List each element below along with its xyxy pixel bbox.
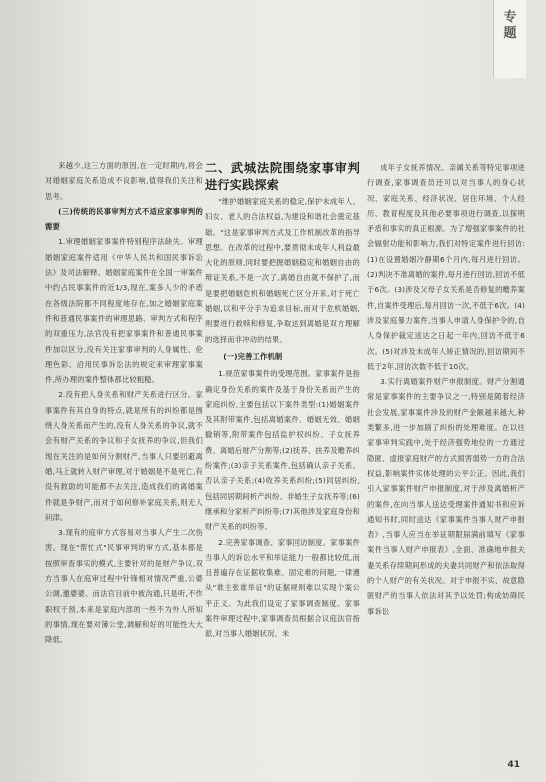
paragraph: 成年子女抚养情况、亲属关系等特定事项进行调查,家事调查员还可以对当事人的身心状况、家庭关系、经济状况、居住环境、个人经历、教育程度及其他必要事项进行调查,以探明矛盾和事实的真正根源。为了增强家事案件的社会辐射功能和影响力,我们对特定案件进行回访:(1)在设置婚姻冷静期6个月内,每月进行回访。(2)判决不准离婚的案件,每月进行回访,回访不低于6次。(3)涉及父母子女关系是否修复的赡养案件,自案件受理后,每月回访一次,不低于6次。(4)涉及家庭暴力案件,当事人申请人身保护令的,自人身保护裁定送达之日起一年内,回访不低于6次。(5)对涉及未成年人矫正情况的,回访期间不低于2年,回访次数不低于10次。: [367, 163, 525, 371]
paragraph: 3.实行离婚案件财产申报制度。财产分割通常是家事案件的主要争议之一,特别是随着经济社会发展,家事案件涉及的财产金额越来越大,种类繁多,进一步加剧了纠纷的处理难度。在以往家事审判实践中,处于经济强势地位的一方通过隐匿、虚报家庭财产的方式损害弱势一方的合法权益,影响案件实体处理的公平公正。因此,我们引入家事案件财产申报制度,对于涉及离婚析产的案件,在向当事人送达受理案件通知书和应诉通知书时,同时送达《家事案件当事人财产申报表》,当事人应当在举证期限届满前填写《家事案件当事人财产申报表》,全面、准确地申报夫妻关系存续期间形成的夫妻共同财产和依法取得的个人财产的有关状况。对于申报不实、故意隐匿财产的当事人依法对其予以处罚;构成妨碍民事诉讼: [367, 377, 525, 616]
paragraph: "维护婚姻家庭关系的稳定,保护未成年人、妇女、老人的合法权益,为建设和谐社会奠定基础。"这是家事审判方式及工作机制改革的指导思想。在改革的过程中,要贯彻未成年人利益最大化的原则,同时要把握婚姻稳定和婚姻自由的辩证关系,不是一次了,离婚自由就不保护了,而是要把婚姻危机和婚姻死亡区分开来,对于死亡婚姻,以和平分手为追求目标,而对于危机婚姻,则要进行救赎和修复,争取达到离婚是双方理解的选择而非冲动的结果。: [205, 197, 360, 344]
subsection-heading: (一)完善工作机制: [223, 351, 283, 361]
paragraph: 3.现有的庭审方式容易对当事人产生二次伤害。现在"帮忙式"民事审判的审方式,基本都是按照审查事实的模式,主要针对的是财产争议,双方当事人在庭审过程中针锋相对情况严重,公婆公调,邀婆婆、而法官目前中被沟通,只是听,不作职权干预,本来是家庭内部的一些不为外人所知的事情,现在要对簿公堂,调解和好的可能性大大降低。: [45, 528, 203, 645]
paragraph: 2.完善家事调查、家事回访制度。家事案件当事人的诉讼水平和举证能力一般都比较低,而且普遍存在证据收集难、固定难的问题,一律遵从"谁主张谁举证"的证据规则难以实现个案公平正义。为此我们设定了家事调查制度。家事案件审理过程中,家事调查员根据合议庭法官指派,对当事人婚姻状况、未: [205, 537, 360, 639]
column-2: [205, 160, 360, 642]
section-tab-label: 专题: [503, 10, 517, 41]
subsection-heading: (三)传统的民事审判方式不适应家事审判的需要: [45, 206, 203, 232]
paragraph: 1.规范家事案件的受理范围。家事案件是指确定身份关系的案件及基于身份关系而产生的家庭纠纷,主要包括以下案件类型:(1)婚姻案件及其附带案件,包括离婚案件、婚姻无效、婚姻撤销等,附带案件包括监护权纠纷、子女抚养费、离婚后财产分割等;(2)抚养、扶养及赡养纠纷案件;(3)亲子关系案件,包括确认亲子关系、否认亲子关系;(4)收养关系纠纷;(5)同居纠纷,包括同居期间析产纠纷、非婚生子女抚养等;(6)继承和分家析产纠纷等;(7)其他涉及家庭身份和财产关系的纠纷等。: [205, 369, 360, 532]
paragraph: 2.没有把人身关系和财产关系进行区分。家事案件有其自身的特点,就是所有的纠纷都是围绕人身关系而产生的,没有人身关系的争议,就不会有财产关系的争议和子女抚养的争议,但我们现在关注的是如何分割财产,当事人只要回避离婚,马上就转入财产审理,对于婚姻是不是死亡,有没有救助的可能都不去关注,造成我们的离婚案件就是争财产,而对于如何修补家庭关系,则无人问津。: [45, 390, 203, 522]
page-number: 41: [507, 760, 520, 770]
column-3: [367, 160, 525, 619]
section-title: 二、武城法院围绕家事审判进行实践探索: [205, 161, 360, 192]
column-1: [45, 158, 203, 648]
paragraph: 来越少,这三方面的原因,在一定时期内,将会对婚姻家庭关系造成不良影响,值得我们关注和思考。: [45, 161, 203, 201]
paragraph: 1.审理婚姻家事案件特别程序法缺失。审理婚姻家庭案件适用《中华人民共和国民事诉讼法》及司法解释。婚姻家庭案件在全国一审案件中约占民事案件的近1/3,现在,案多人少的矛盾在各级法院都不同程度地存在,加之婚姻家庭案件和普通民事案件的审理思路、审判方式和程序的双重压力,法官没有把家事案件和普通民事案件加以区分,没有关注家事审判的人身属性、伦理色彩、沿用民事诉讼法的规定来审理家事案件,所办理的案件整体都比较粗糙。: [45, 237, 203, 385]
